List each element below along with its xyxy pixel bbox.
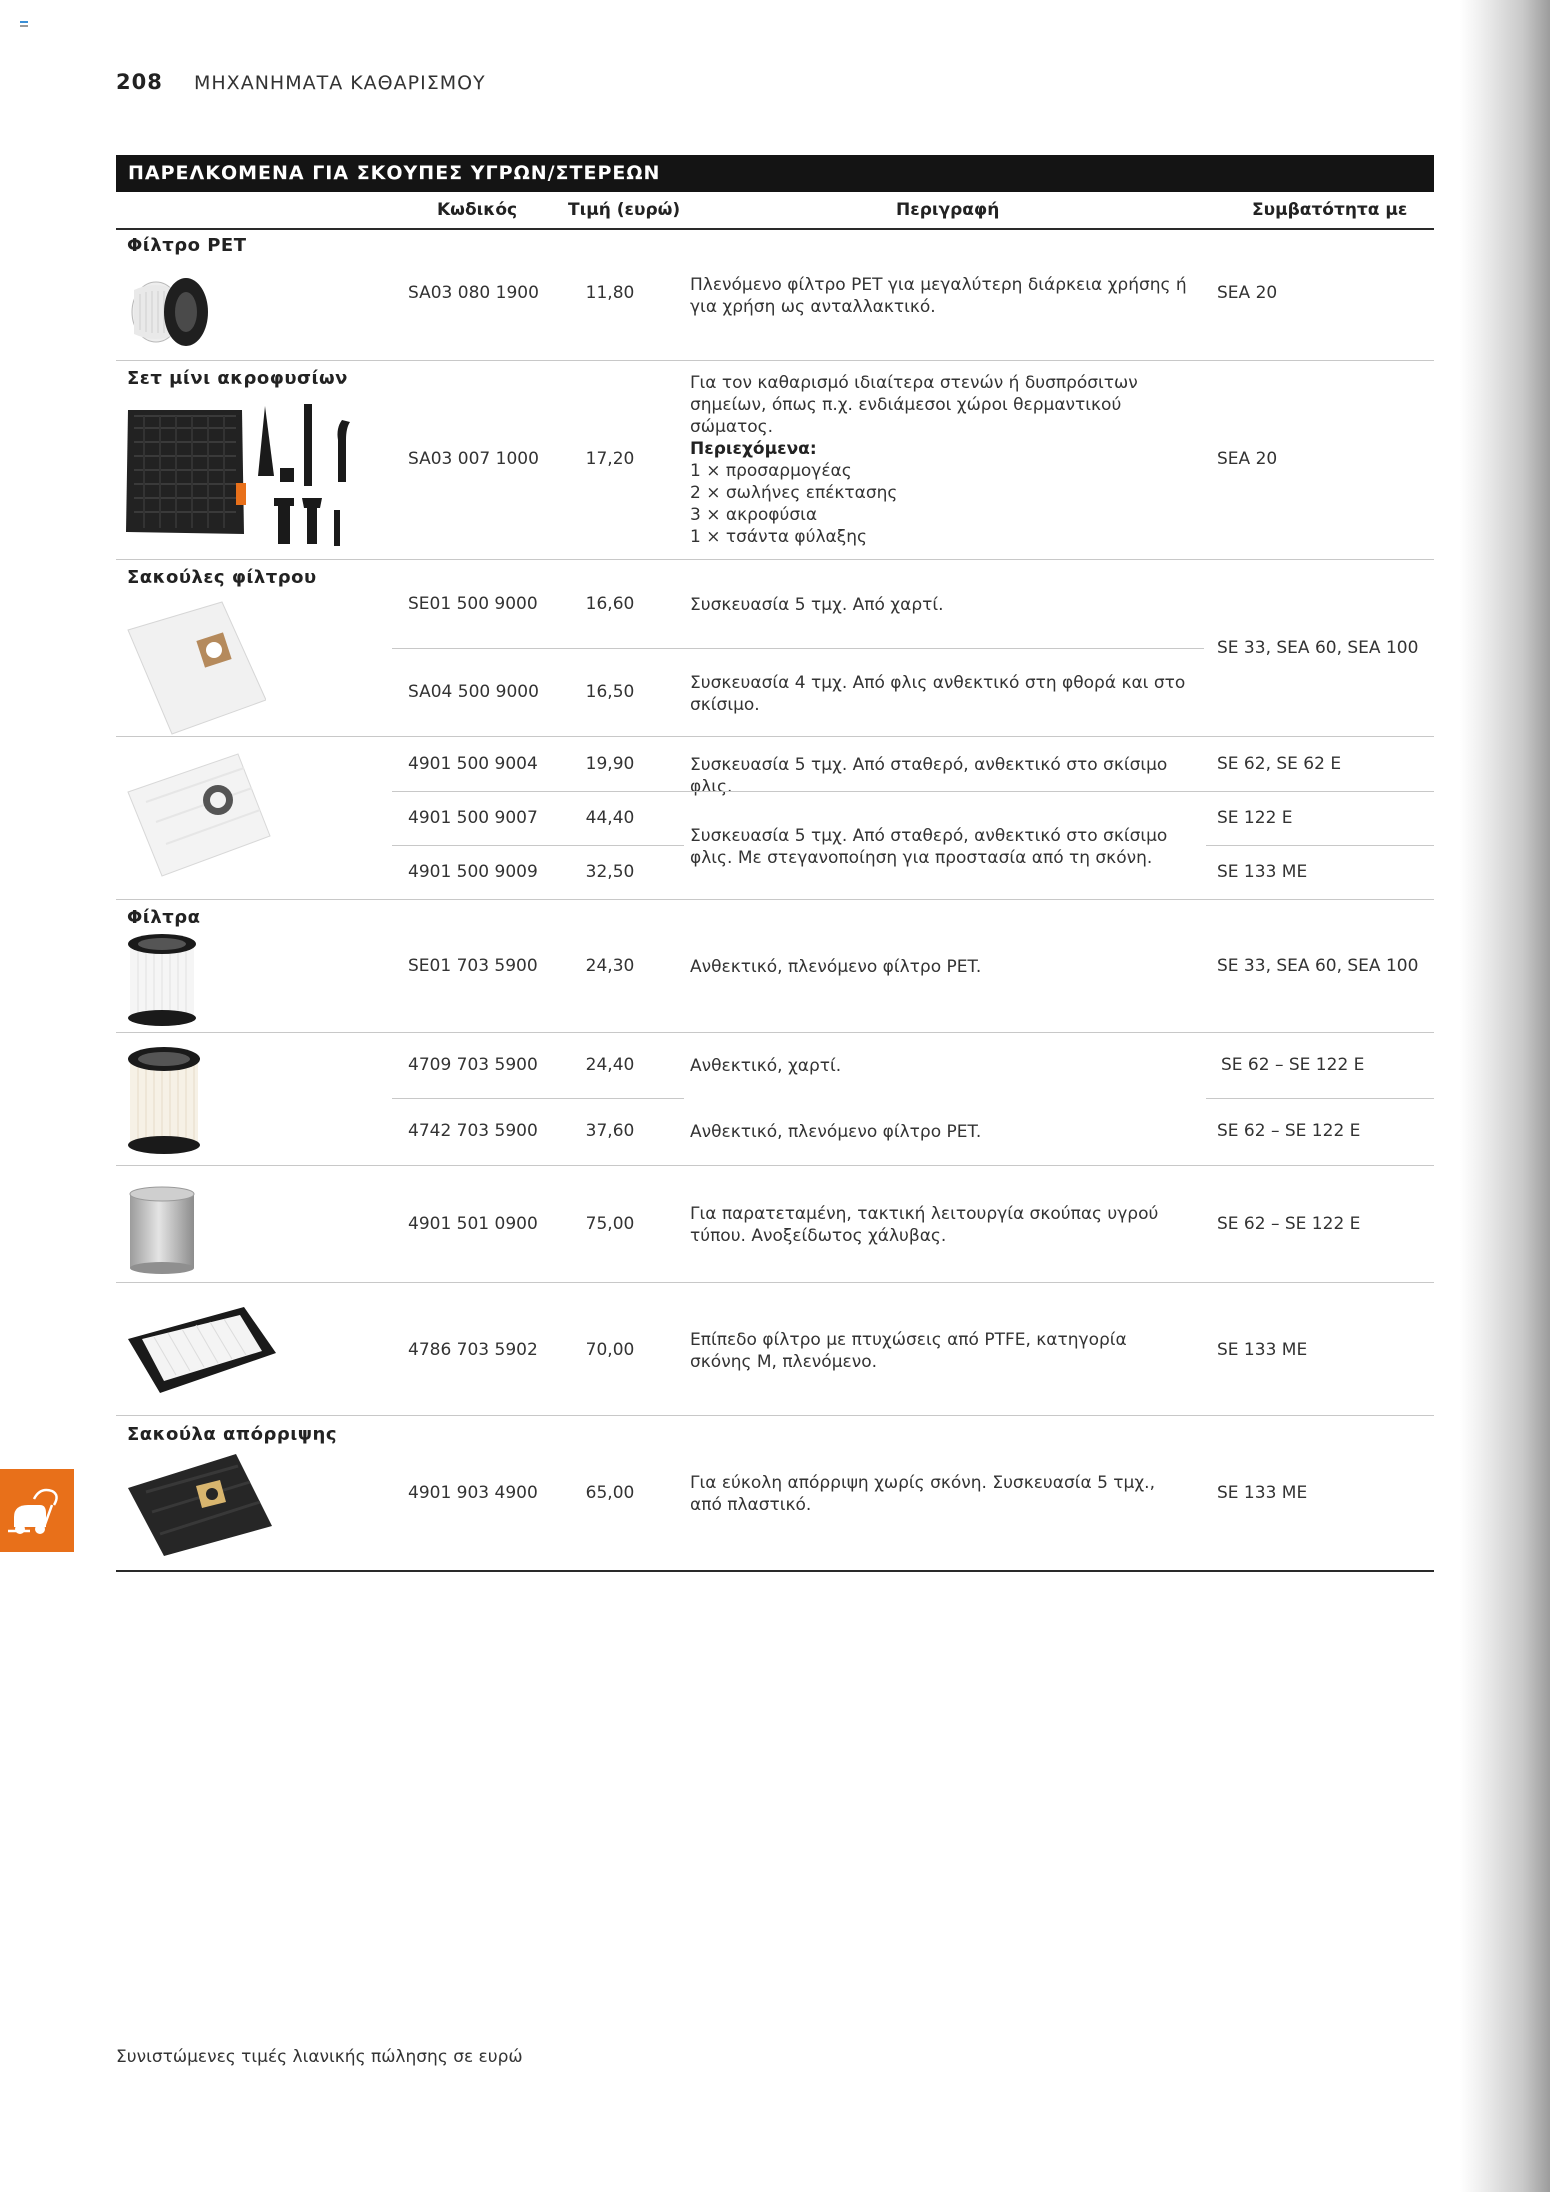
product-code: SE01 500 9000 [408,594,538,614]
product-code: 4786 703 5902 [408,1340,538,1360]
product-code: 4709 703 5900 [408,1055,538,1075]
product-compat: SE 133 ME [1217,1340,1308,1360]
product-code: SA04 500 9000 [408,682,539,702]
product-code: SE01 703 5900 [408,956,538,976]
product-description: Για παρατεταμένη, τακτική λειτουργία σκούπας υγρού τύπου. Ανοξείδωτος χάλυβας. [690,1204,1159,1246]
page-title: ΜΗΧΑΝΗΜΑΤΑ ΚΑΘΑΡΙΣΜΟΥ [194,72,486,94]
paper-cartridge-filter-image [126,1045,202,1157]
product-name: Φίλτρο PET [127,235,247,256]
product-name: Σετ μίνι ακροφυσίων [127,368,348,389]
product-description: Ανθεκτικό, πλενόμενο φίλτρο PET. [690,1122,982,1142]
product-price: 11,80 [585,283,635,303]
product-description: Συσκευασία 4 τμχ. Από φλις ανθεκτικό στη φθορά και στο σκίσιμο. [690,673,1186,715]
product-description: Ανθεκτικό, χαρτί. [690,1056,842,1076]
contents-item: 1 × τσάντα φύλαξης [690,527,867,547]
page-number: 208 [116,70,163,94]
row-divider [116,1165,1434,1166]
product-compat: SE 33, SEA 60, SEA 100 [1217,638,1419,658]
sub-row-divider [1206,845,1434,846]
contents-title: Περιεχόμενα: [690,439,817,459]
cartridge-filter-image [126,932,198,1028]
product-price: 70,00 [585,1340,635,1360]
product-compat: SE 62 – SE 122 E [1217,1214,1361,1234]
contents-item: 1 × προσαρμογέας [690,461,852,481]
row-divider [116,360,1434,361]
product-compat: SE 133 ME [1217,1483,1308,1503]
contents-item: 2 × σωλήνες επέκτασης [690,483,898,503]
product-compat: SE 122 E [1217,808,1293,828]
product-name: Σακούλα απόρριψης [127,1424,338,1445]
fleece-filter-bag-image [126,752,272,878]
product-compat: SEA 20 [1217,449,1278,469]
row-divider [116,1032,1434,1033]
contents-block [690,438,1190,548]
nozzle-set-image [124,398,354,550]
header-code: Κωδικός [437,200,518,220]
product-name: Σακούλες φίλτρου [127,567,317,588]
section-tab[interactable] [0,1469,74,1552]
sub-row-divider [392,648,1204,649]
product-description: Συσκευασία 5 τμχ. Από σταθερό, ανθεκτικό στο σκίσιμο φλις. [690,755,1168,797]
table-bottom-rule [116,1570,1434,1572]
flat-pleated-filter-image [126,1305,278,1395]
row-divider [116,559,1434,560]
product-compat: SE 62 – SE 122 E [1217,1121,1361,1141]
sub-row-divider [392,1098,684,1099]
disposal-bag-image [126,1452,274,1558]
sub-row-divider [392,845,684,846]
row-divider [116,736,1434,737]
product-compat: SE 133 ME [1217,862,1308,882]
product-compat: SE 33, SEA 60, SEA 100 [1217,956,1419,976]
product-price: 16,60 [585,594,635,614]
product-code: SA03 007 1000 [408,449,539,469]
header-price: Τιμή (ευρώ) [568,200,681,220]
product-price: 19,90 [585,754,635,774]
product-code: 4901 500 9004 [408,754,538,774]
product-description [690,372,1190,438]
description-text: Για τον καθαρισμό ιδιαίτερα στενών ή δυσπρόσιτων σημείων, όπως π.χ. ενδιάμεσοι χώροι θερμαντικού σώματος. [690,373,1138,437]
product-code: 4901 500 9009 [408,862,538,882]
product-code: 4901 903 4900 [408,1483,538,1503]
product-price: 16,50 [585,682,635,702]
product-code: 4901 501 0900 [408,1214,538,1234]
page-edge-shadow [1460,0,1550,2192]
table-banner: ΠΑΡΕΛΚΟΜΕΝΑ ΓΙΑ ΣΚΟΥΠΕΣ ΥΓΡΩΝ/ΣΤΕΡΕΩΝ [116,155,1434,192]
product-code: SA03 080 1900 [408,283,539,303]
product-compat: SE 62, SE 62 E [1217,754,1342,774]
contents-item: 3 × ακροφύσια [690,505,818,525]
sub-row-divider [1206,1098,1434,1099]
product-code: 4901 500 9007 [408,808,538,828]
stainless-filter-image [126,1186,198,1274]
sub-row-divider [392,791,1434,792]
product-compat: SE 62 – SE 122 E [1221,1055,1365,1075]
product-price: 32,50 [585,862,635,882]
footnote: Συνιστώμενες τιμές λιανικής πώλησης σε ευρώ [116,2047,523,2067]
product-description: Συσκευασία 5 τμχ. Από σταθερό, ανθεκτικό στο σκίσιμο φλις. Με στεγανοποίηση για προστασία από τη σκόνη. [690,826,1168,868]
row-divider [116,899,1434,900]
row-divider [116,1282,1434,1283]
header-compat: Συμβατότητα με [1252,200,1408,220]
product-compat: SEA 20 [1217,283,1278,303]
product-description: Επίπεδο φίλτρο με πτυχώσεις από PTFE, κατηγορία σκόνης M, πλενόμενο. [690,1330,1127,1372]
product-price: 65,00 [585,1483,635,1503]
product-name: Φίλτρα [127,907,201,928]
product-code: 4742 703 5900 [408,1121,538,1141]
product-price: 24,40 [585,1055,635,1075]
product-price: 44,40 [585,808,635,828]
row-divider [116,1415,1434,1416]
product-price: 24,30 [585,956,635,976]
vacuum-cleaner-icon [0,1469,74,1552]
product-description: Ανθεκτικό, πλενόμενο φίλτρο PET. [690,957,982,977]
header-divider [116,228,1434,230]
corner-mark [20,21,28,29]
product-price: 17,20 [585,449,635,469]
product-price: 75,00 [585,1214,635,1234]
paper-filter-bag-image [126,600,266,736]
pet-filter-image [126,270,214,352]
product-description: Συσκευασία 5 τμχ. Από χαρτί. [690,595,944,615]
header-description: Περιγραφή [896,200,1000,220]
product-description: Για εύκολη απόρριψη χωρίς σκόνη. Συσκευασία 5 τμχ., από πλαστικό. [690,1473,1155,1515]
product-description: Πλενόμενο φίλτρο PET για μεγαλύτερη διάρκεια χρήσης ή για χρήση ως ανταλλακτικό. [690,275,1187,317]
product-price: 37,60 [585,1121,635,1141]
